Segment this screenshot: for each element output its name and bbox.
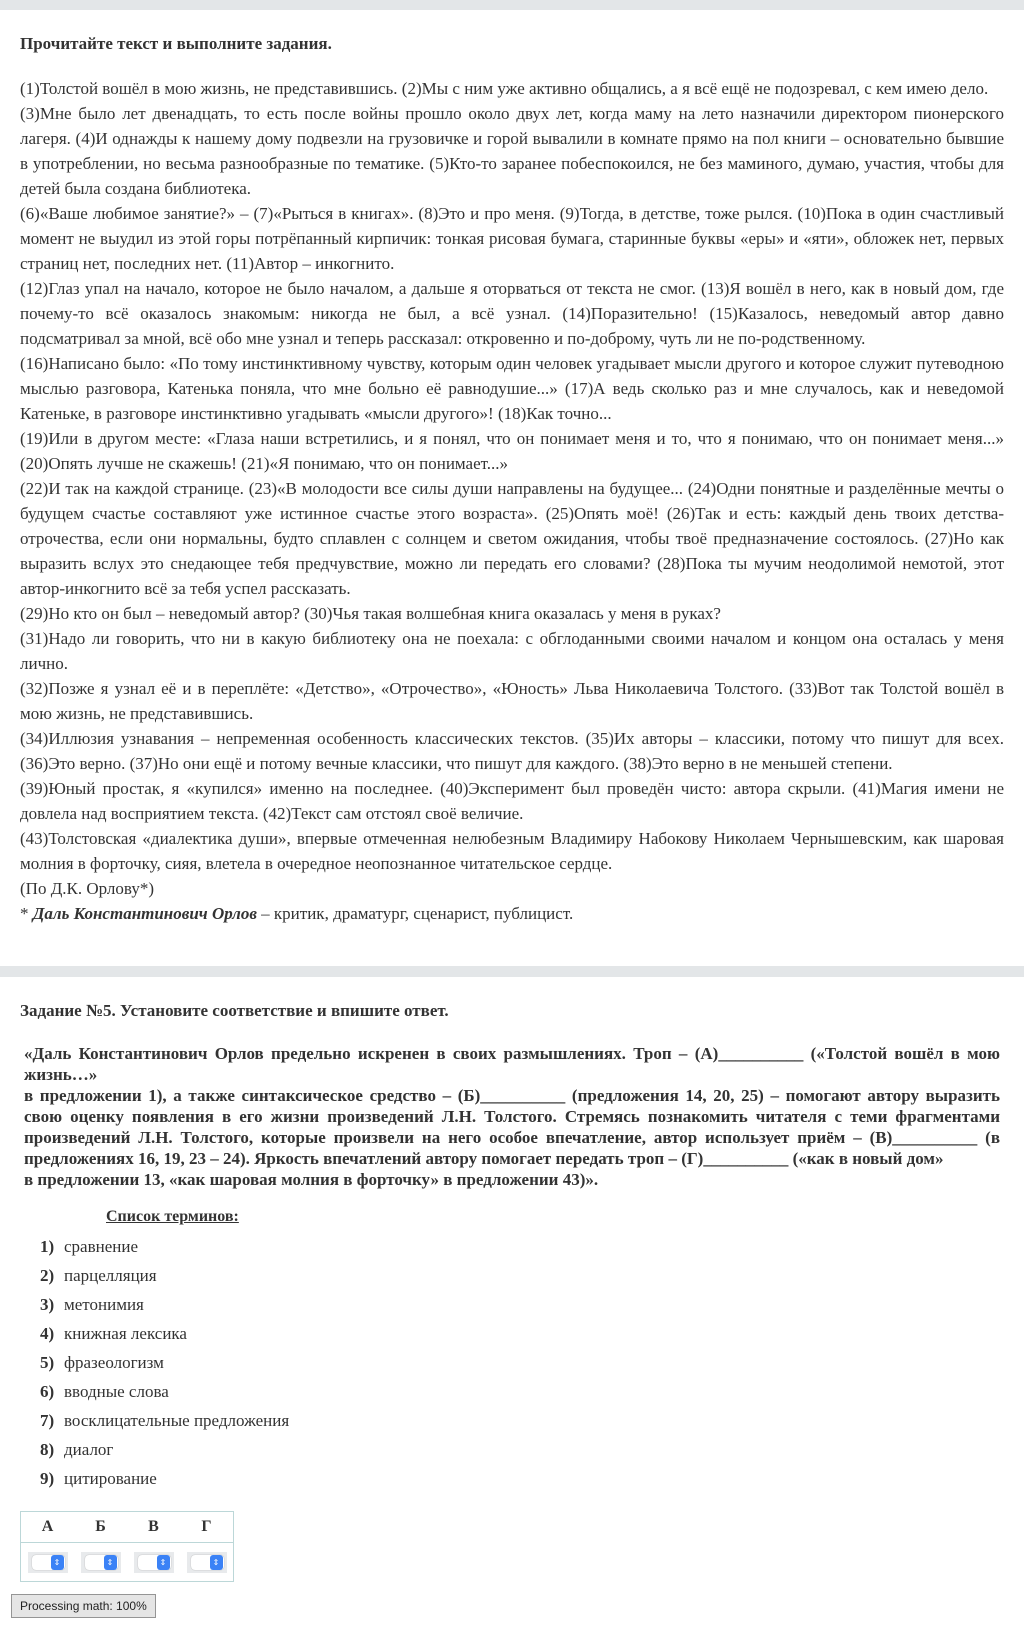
- header-a: А: [21, 1512, 75, 1543]
- reading-text: [20, 76, 1004, 926]
- chevron-updown-icon: ⇕: [104, 1555, 117, 1570]
- answer-select-a[interactable]: [28, 1552, 68, 1573]
- paragraph: (3)Мне было лет двенадцать, то есть после войны прошло около двух лет, когда маму на лето назначили директором пионерского лагеря. (4)И однажды к нашему дому подвезли на грузовичке и горой вывалили в комнате прямо на пол книги – основательно бывшие в употреблении, но весьма разнообразные по тематике. (5)Кто-то заранее побеспокоился, не без маминого, думаю, участия, чтобы для детей была создана библиотека.: [20, 104, 1004, 198]
- terms-list: [20, 1232, 1004, 1493]
- paragraph: (39)Юный простак, я «купился» именно на последнее. (40)Эксперимент был проведён чисто: автора скрыли. (41)Магия имени не довлела над восприятием текста. (42)Текст сам отстоял своё величие.: [20, 779, 1004, 823]
- header-v: В: [127, 1512, 180, 1543]
- answer-select-v[interactable]: [134, 1552, 174, 1573]
- chevron-updown-icon: ⇕: [210, 1555, 223, 1570]
- term-item: 5) фразеологизм: [40, 1353, 164, 1372]
- task-line: в предложении 1), а также синтаксическое средство – (Б)__________ (предложения 14, 20, 25) – помогают автору выразить свою оценку появления в его жизни произведений Л.Н. Толстого. Стремясь познакомить читателя с теми фрагментами произведений Л.Н. Толстого, которые произвели на него особое впечатление, автор использует приём – (В)__________ (в предложениях 16, 19, 23 – 24). Яркость впечатлений автору помогает передать троп – (Г)__________ («как в новый дом»: [24, 1086, 1000, 1168]
- reading-section: [0, 34, 1024, 926]
- paragraph: (19)Или в другом месте: «Глаза наши встретились, и я понял, что он понимает меня и то, что я понимаю, что он понимает меня...» (20)Опять лучше не скажешь! (21)«Я понимаю, что он понимает...»: [20, 429, 1004, 473]
- paragraph: (6)«Ваше любимое занятие?» – (7)«Рыться в книгах». (8)Это и про меня. (9)Тогда, в детстве, тоже рылся. (10)Пока в один счастливый момент не выудил из этой горы потрёпанный кирпичик: тонкая рисовая бумага, старинные буквы «еры» и «яти», обложек нет, первых страниц нет, последних нет. (11)Автор – инкогнито.: [20, 204, 1004, 273]
- header-b: Б: [74, 1512, 127, 1543]
- footnote-mark: *: [20, 904, 33, 923]
- paragraph: (34)Иллюзия узнавания – непременная особенность классических текстов. (35)Их авторы – классики, потому что пишут для всех. (36)Это верно. (37)Но они ещё и потому вечные классики, что пишут для каждого. (38)Это верно в не меньшей степени.: [20, 729, 1004, 773]
- term-item: 1) сравнение: [40, 1237, 139, 1256]
- section-divider: [0, 966, 1024, 977]
- footnote: [20, 901, 1004, 926]
- paragraph: (12)Глаз упал на начало, которое не было началом, а дальше я оторваться от текста не смог. (13)Я вошёл в него, как в новый дом, где почему-то всё оказалось знакомым: никогда не был, а всё узнал. (14)Поразительно! (15)Казалось, неведомый автор давно подсматривал за мной, всё обо мне узнал и теперь рассказал: откровенно и по-доброму, чуть ли не по-родственному.: [20, 279, 1004, 348]
- paragraph: (32)Позже я узнал её и в переплёте: «Детство», «Отрочество», «Юность» Льва Николаевича Толстого. (33)Вот так Толстой вошёл в мою жизнь, не представившись.: [20, 679, 1004, 723]
- answer-table: [20, 1511, 234, 1582]
- task-section: [0, 1001, 1024, 1582]
- chevron-updown-icon: ⇕: [51, 1555, 64, 1570]
- top-band: [0, 0, 1024, 10]
- paragraph: (29)Но кто он был – неведомый автор? (30)Чья такая волшебная книга оказалась у меня в руках?: [20, 604, 721, 623]
- task-line: в предложении 13, «как шаровая молния в форточку» в предложении 43)».: [24, 1170, 599, 1189]
- term-item: 2) парцелляция: [40, 1266, 157, 1285]
- term-item: 6) вводные слова: [40, 1382, 169, 1401]
- chevron-updown-icon: ⇕: [157, 1555, 170, 1570]
- footnote-name: Даль Константинович Орлов: [32, 904, 257, 923]
- processing-status: Processing math: 100%: [11, 1594, 156, 1618]
- paragraph: (1)Толстой вошёл в мою жизнь, не представившись. (2)Мы с ним уже активно общались, а я всё ещё не подозревал, с кем имею дело.: [20, 79, 989, 98]
- task-line: «Даль Константинович Орлов предельно искренен в своих размышлениях. Троп – (А)__________ («Толстой вошёл в мою жизнь…»: [24, 1044, 1000, 1084]
- term-item: 9) цитирование: [40, 1469, 157, 1488]
- terms-title: Список терминов:: [106, 1208, 239, 1225]
- term-item: 7) восклицательные предложения: [40, 1411, 290, 1430]
- paragraph: (43)Толстовская «диалектика души», впервые отмеченная нелюбезным Владимиру Набокову Николаем Чернышевским, как шаровая молния в форточку, сияя, влетела в очередное неопознанное читательское сердце.: [20, 829, 1004, 873]
- term-item: 8) диалог: [40, 1440, 114, 1459]
- task-text: [20, 1043, 1004, 1190]
- section-title: Прочитайте текст и выполните задания.: [20, 34, 332, 53]
- term-item: 3) метонимия: [40, 1295, 144, 1314]
- term-item: 4) книжная лексика: [40, 1324, 187, 1343]
- header-g: Г: [180, 1512, 234, 1543]
- answer-select-b[interactable]: [81, 1552, 121, 1573]
- paragraph: (31)Надо ли говорить, что ни в какую библиотеку она не поехала: с обглоданными своими началом и концом она осталась у меня лично.: [20, 629, 1004, 673]
- paragraph: (22)И так на каждой странице. (23)«В молодости все силы души направлены на будущее... (24)Одни понятные и разделённые мечты о будущем счастье составляют уже истинное счастье этого возраста». (25)Опять моё! (26)Так и есть: каждый день твоих детства-отрочества, если они нормальны, будто сплавлен с солнцем и светом ожидания, чтобы твоё предназначение состоялось. (27)Но как выразить вслух это снедающее тебя предчувствие, можно ли передать его словами? (28)Пока ты мучим неодолимой немотой, этот автор-инкогнито всё за тебя успел рассказать.: [20, 479, 1004, 598]
- footnote-text: – критик, драматург, сценарист, публицист.: [256, 904, 574, 923]
- task-title: Задание №5. Установите соответствие и впишите ответ.: [20, 1001, 449, 1020]
- source: (По Д.К. Орлову*): [20, 879, 155, 898]
- paragraph: (16)Написано было: «По тому инстинктивному чувству, которым один человек угадывает мысли другого и которое служит путеводною мыслью разговора, Катенька поняла, что мне больно её равнодушие...» (17)А ведь сколько раз и мне случалось, как и неведомой Катеньке, в разговоре инстинктивно угадывать «мысли другого»! (18)Как точно...: [20, 354, 1004, 423]
- answer-select-g[interactable]: [187, 1552, 227, 1573]
